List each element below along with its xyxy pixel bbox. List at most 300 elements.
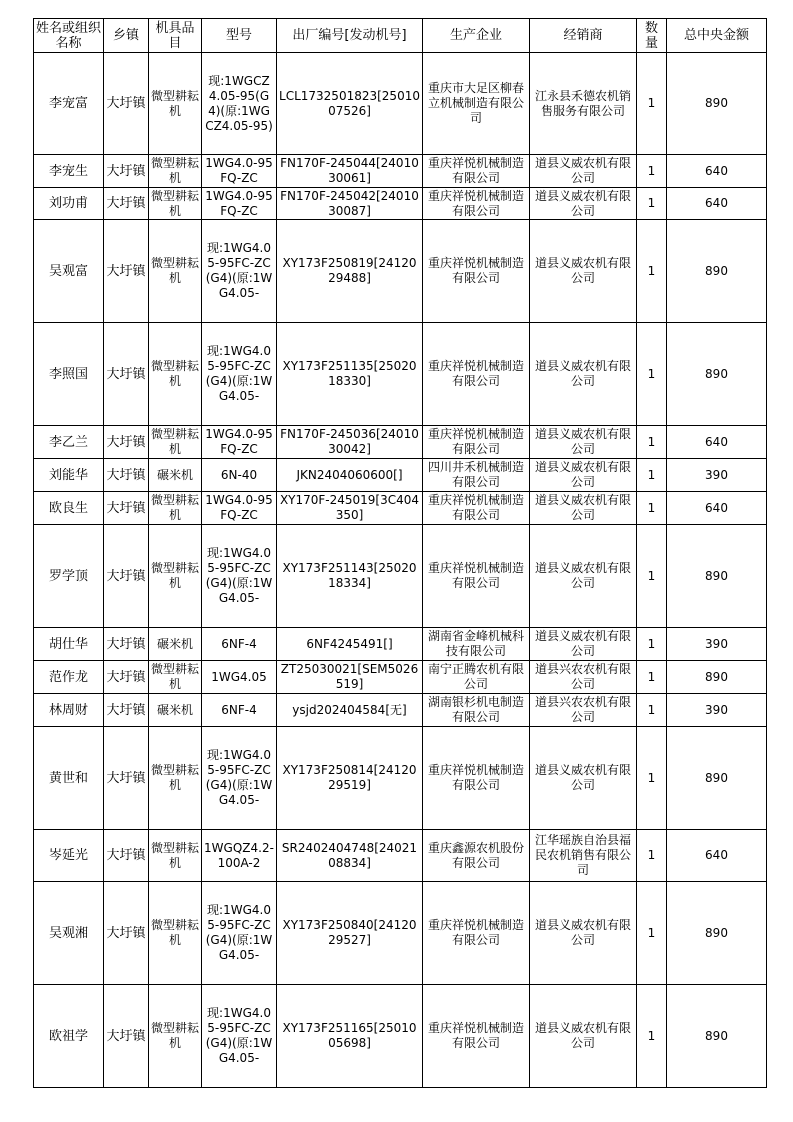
cell-type xyxy=(149,661,202,694)
cell-text: 1WG4.0-95FQ-ZC xyxy=(205,188,273,218)
cell-maker xyxy=(423,694,530,727)
cell-qty xyxy=(637,985,667,1088)
cell-town xyxy=(104,459,149,492)
cell-qty xyxy=(637,830,667,882)
cell-type xyxy=(149,882,202,985)
column-header: 生产企业 xyxy=(423,19,530,53)
cell-text: 现:1WG4.05-95FC-ZC(G4)(原:1WG4.05- xyxy=(205,748,273,807)
cell-town xyxy=(104,661,149,694)
cell-serial xyxy=(277,830,423,882)
cell-model xyxy=(202,525,277,628)
cell-text: 道县义威农机有限公司 xyxy=(534,156,631,185)
cell-model xyxy=(202,459,277,492)
cell-text: 重庆祥悦机械制造有限公司 xyxy=(427,256,524,285)
cell-text: XY173F251135[2502018330] xyxy=(282,359,417,388)
cell-name xyxy=(34,459,104,492)
cell-town xyxy=(104,882,149,985)
cell-text: 道县义威农机有限公司 xyxy=(534,629,631,658)
cell-text: XY173F251143[2502018334] xyxy=(282,561,417,590)
cell-text: 大圩镇 xyxy=(106,196,146,211)
table-row xyxy=(34,882,767,985)
cell-text: 1 xyxy=(647,568,656,583)
table-row xyxy=(34,830,767,882)
cell-maker xyxy=(423,492,530,525)
cell-text: 现:1WG4.05-95FC-ZC(G4)(原:1WG4.05- xyxy=(205,241,273,300)
cell-text: 重庆祥悦机械制造有限公司 xyxy=(427,918,524,947)
cell-name xyxy=(34,628,104,661)
cell-text: 1 xyxy=(647,163,656,178)
cell-qty xyxy=(637,727,667,830)
cell-qty xyxy=(637,459,667,492)
column-header: 乡镇 xyxy=(104,19,149,53)
cell-text: 道县兴农农机有限公司 xyxy=(534,695,631,724)
cell-serial xyxy=(277,628,423,661)
cell-text: 1 xyxy=(647,500,656,515)
cell-text: 四川井禾机械制造有限公司 xyxy=(427,460,524,489)
cell-seller xyxy=(530,323,637,426)
cell-text: 欧良生 xyxy=(48,500,88,516)
cell-type xyxy=(149,220,202,323)
cell-name xyxy=(34,53,104,155)
cell-qty xyxy=(637,188,667,220)
cell-text: 重庆祥悦机械制造有限公司 xyxy=(427,1021,524,1050)
cell-amount xyxy=(667,323,767,426)
cell-seller xyxy=(530,525,637,628)
cell-qty xyxy=(637,628,667,661)
cell-amount xyxy=(667,882,767,985)
cell-text: 640 xyxy=(705,163,728,178)
cell-town xyxy=(104,694,149,727)
cell-text: 1 xyxy=(647,848,656,862)
cell-serial xyxy=(277,459,423,492)
cell-model xyxy=(202,830,277,882)
cell-serial xyxy=(277,985,423,1088)
cell-text: 范作龙 xyxy=(48,669,88,685)
cell-serial xyxy=(277,661,423,694)
cell-qty xyxy=(637,694,667,727)
cell-town xyxy=(104,525,149,628)
cell-town xyxy=(104,53,149,155)
table-row xyxy=(34,985,767,1088)
cell-type xyxy=(149,830,202,882)
cell-model xyxy=(202,882,277,985)
cell-type xyxy=(149,694,202,727)
cell-seller xyxy=(530,727,637,830)
cell-text: 南宁正腾农机有限公司 xyxy=(427,662,524,691)
cell-text: XY173F251165[2501005698] xyxy=(282,1021,417,1050)
cell-text: 大圩镇 xyxy=(106,568,146,584)
cell-text: 重庆祥悦机械制造有限公司 xyxy=(427,359,524,388)
column-header: 数量 xyxy=(637,19,667,53)
cell-maker xyxy=(423,985,530,1088)
cell-town xyxy=(104,155,149,188)
cell-seller xyxy=(530,155,637,188)
cell-text: 大圩镇 xyxy=(106,702,146,718)
cell-text: 现:1WGCZ4.05-95(G4)(原:1WGCZ4.05-95) xyxy=(205,73,273,133)
table-row xyxy=(34,220,767,323)
cell-seller xyxy=(530,830,637,882)
cell-text: 微型耕耘机 xyxy=(151,918,199,947)
cell-text: 微型耕耘机 xyxy=(151,427,199,456)
cell-text: 李宠富 xyxy=(48,96,88,111)
cell-amount xyxy=(667,727,767,830)
cell-model xyxy=(202,727,277,830)
cell-text: 微型耕耘机 xyxy=(151,561,199,590)
cell-text: LCL1732501823[2501007526] xyxy=(279,88,420,118)
cell-seller xyxy=(530,985,637,1088)
cell-maker xyxy=(423,426,530,459)
cell-text: FN170F-245036[2401030042] xyxy=(280,427,419,456)
cell-serial xyxy=(277,492,423,525)
cell-name xyxy=(34,155,104,188)
cell-text: 李乙兰 xyxy=(48,434,88,450)
cell-maker xyxy=(423,459,530,492)
cell-town xyxy=(104,727,149,830)
cell-text: 890 xyxy=(705,366,728,381)
column-header: 姓名或组织名称 xyxy=(34,19,104,53)
cell-text: 道县义威农机有限公司 xyxy=(534,460,631,489)
cell-qty xyxy=(637,492,667,525)
cell-text: 大圩镇 xyxy=(106,925,146,941)
cell-maker xyxy=(423,188,530,220)
cell-text: 大圩镇 xyxy=(106,1028,146,1044)
cell-text: 890 xyxy=(705,669,728,684)
cell-maker xyxy=(423,628,530,661)
cell-text: 李宠生 xyxy=(48,163,88,179)
cell-text: 现:1WG4.05-95FC-ZC(G4)(原:1WG4.05- xyxy=(205,903,273,962)
cell-text: 1 xyxy=(647,467,656,482)
cell-model xyxy=(202,188,277,220)
cell-name xyxy=(34,985,104,1088)
cell-seller xyxy=(530,188,637,220)
cell-type xyxy=(149,727,202,830)
cell-model xyxy=(202,155,277,188)
cell-maker xyxy=(423,323,530,426)
cell-serial xyxy=(277,323,423,426)
cell-amount xyxy=(667,220,767,323)
cell-qty xyxy=(637,882,667,985)
cell-qty xyxy=(637,155,667,188)
cell-text: 1 xyxy=(647,434,656,449)
cell-text: 640 xyxy=(705,500,728,515)
cell-text: 重庆市大足区柳春立机械制造有限公司 xyxy=(427,81,524,125)
cell-model xyxy=(202,426,277,459)
cell-serial xyxy=(277,155,423,188)
cell-text: 6NF-4 xyxy=(221,636,257,651)
cell-text: 1 xyxy=(647,669,656,684)
cell-text: 1 xyxy=(647,925,656,940)
cell-town xyxy=(104,492,149,525)
cell-name xyxy=(34,220,104,323)
cell-text: 微型耕耘机 xyxy=(151,493,199,522)
cell-model xyxy=(202,661,277,694)
cell-text: ZT25030021[SEM5026519] xyxy=(280,662,419,691)
cell-name xyxy=(34,661,104,694)
cell-town xyxy=(104,323,149,426)
cell-text: 刘功甫 xyxy=(48,196,88,211)
cell-text: 6NF-4 xyxy=(221,702,257,717)
table-row xyxy=(34,661,767,694)
cell-qty xyxy=(637,220,667,323)
cell-text: 890 xyxy=(705,568,728,583)
cell-type xyxy=(149,525,202,628)
cell-maker xyxy=(423,882,530,985)
cell-text: 吴观富 xyxy=(48,263,88,279)
cell-name xyxy=(34,525,104,628)
cell-name xyxy=(34,694,104,727)
cell-qty xyxy=(637,661,667,694)
cell-text: 640 xyxy=(705,848,728,862)
cell-text: 890 xyxy=(705,770,728,785)
cell-text: 大圩镇 xyxy=(106,366,146,382)
cell-text: 640 xyxy=(705,196,728,210)
cell-text: 道县义威农机有限公司 xyxy=(534,918,631,947)
cell-seller xyxy=(530,492,637,525)
cell-model xyxy=(202,985,277,1088)
cell-serial xyxy=(277,882,423,985)
cell-type xyxy=(149,188,202,220)
header-row xyxy=(34,19,767,53)
cell-text: 6NF4245491[] xyxy=(306,636,393,651)
cell-text: 道县义威农机有限公司 xyxy=(534,493,631,522)
cell-text: 罗学顶 xyxy=(48,568,88,584)
cell-text: 微型耕耘机 xyxy=(151,156,199,185)
table-row xyxy=(34,459,767,492)
cell-text: 重庆祥悦机械制造有限公司 xyxy=(427,156,524,185)
cell-maker xyxy=(423,727,530,830)
cell-text: 1WGQZ4.2-100A-2 xyxy=(204,840,274,870)
cell-text: 1 xyxy=(647,702,656,717)
cell-text: 大圩镇 xyxy=(106,163,146,179)
cell-text: 道县义威农机有限公司 xyxy=(534,763,631,792)
cell-text: XY170F-245019[3C404350] xyxy=(279,493,420,522)
cell-text: 吴观湘 xyxy=(48,925,88,941)
table-row xyxy=(34,53,767,155)
cell-serial xyxy=(277,53,423,155)
cell-serial xyxy=(277,525,423,628)
cell-text: 微型耕耘机 xyxy=(151,840,199,870)
cell-amount xyxy=(667,628,767,661)
cell-text: 390 xyxy=(705,636,728,651)
cell-text: 大圩镇 xyxy=(106,636,146,652)
cell-seller xyxy=(530,628,637,661)
cell-text: 现:1WG4.05-95FC-ZC(G4)(原:1WG4.05- xyxy=(205,1006,273,1065)
cell-town xyxy=(104,188,149,220)
cell-text: 湖南省金峰机械科技有限公司 xyxy=(427,629,524,658)
cell-name xyxy=(34,188,104,220)
cell-text: 微型耕耘机 xyxy=(151,256,199,285)
cell-text: 刘能华 xyxy=(48,467,88,483)
cell-text: 6N-40 xyxy=(220,467,258,482)
cell-text: 微型耕耘机 xyxy=(151,1021,199,1050)
cell-text: JKN2404060600[] xyxy=(296,467,403,482)
cell-text: XY173F250819[2412029488] xyxy=(282,256,417,285)
cell-type xyxy=(149,426,202,459)
cell-text: 道县兴农农机有限公司 xyxy=(534,662,631,691)
cell-text: 1 xyxy=(647,636,656,651)
cell-text: 重庆祥悦机械制造有限公司 xyxy=(427,493,524,522)
cell-amount xyxy=(667,525,767,628)
cell-model xyxy=(202,628,277,661)
cell-text: 碾米机 xyxy=(156,467,193,482)
cell-text: 重庆祥悦机械制造有限公司 xyxy=(427,188,524,218)
cell-name xyxy=(34,492,104,525)
table-row xyxy=(34,426,767,459)
cell-text: 道县义威农机有限公司 xyxy=(534,561,631,590)
table-row xyxy=(34,727,767,830)
cell-text: 道县义威农机有限公司 xyxy=(534,188,631,218)
cell-text: 碾米机 xyxy=(156,636,193,651)
cell-text: 大圩镇 xyxy=(106,770,146,786)
cell-seller xyxy=(530,426,637,459)
column-header: 经销商 xyxy=(530,19,637,53)
cell-seller xyxy=(530,661,637,694)
table-row xyxy=(34,525,767,628)
cell-text: 1 xyxy=(647,1028,656,1043)
cell-maker xyxy=(423,155,530,188)
cell-text: 现:1WG4.05-95FC-ZC(G4)(原:1WG4.05- xyxy=(205,546,273,605)
cell-serial xyxy=(277,426,423,459)
cell-amount xyxy=(667,459,767,492)
cell-qty xyxy=(637,525,667,628)
cell-text: 1 xyxy=(647,366,656,381)
cell-name xyxy=(34,830,104,882)
cell-name xyxy=(34,426,104,459)
cell-seller xyxy=(530,694,637,727)
cell-qty xyxy=(637,53,667,155)
cell-serial xyxy=(277,220,423,323)
cell-text: 1WG4.05 xyxy=(211,669,267,684)
table-row xyxy=(34,492,767,525)
cell-text: 微型耕耘机 xyxy=(151,359,199,388)
cell-type xyxy=(149,628,202,661)
cell-text: 1 xyxy=(647,96,656,110)
cell-amount xyxy=(667,830,767,882)
cell-text: 胡仕华 xyxy=(48,636,88,652)
cell-town xyxy=(104,628,149,661)
cell-text: 道县义威农机有限公司 xyxy=(534,359,631,388)
cell-text: 湖南银杉机电制造有限公司 xyxy=(427,695,524,724)
cell-name xyxy=(34,323,104,426)
cell-text: 道县义威农机有限公司 xyxy=(534,1021,631,1050)
cell-seller xyxy=(530,220,637,323)
cell-text: 碾米机 xyxy=(156,702,193,717)
cell-text: FN170F-245044[2401030061] xyxy=(280,156,419,185)
cell-serial xyxy=(277,727,423,830)
cell-amount xyxy=(667,53,767,155)
cell-text: 1WG4.0-95FQ-ZC xyxy=(205,493,273,522)
cell-text: 1WG4.0-95FQ-ZC xyxy=(205,156,273,185)
cell-type xyxy=(149,492,202,525)
cell-maker xyxy=(423,525,530,628)
cell-amount xyxy=(667,155,767,188)
cell-amount xyxy=(667,426,767,459)
cell-serial xyxy=(277,188,423,220)
cell-text: 890 xyxy=(705,263,728,278)
column-header: 型号 xyxy=(202,19,277,53)
cell-amount xyxy=(667,661,767,694)
cell-text: ysjd202404584[无] xyxy=(292,702,407,717)
cell-model xyxy=(202,53,277,155)
cell-text: 李照国 xyxy=(48,366,88,382)
cell-maker xyxy=(423,53,530,155)
cell-type xyxy=(149,323,202,426)
cell-text: 640 xyxy=(705,434,728,449)
cell-town xyxy=(104,426,149,459)
table-row xyxy=(34,694,767,727)
cell-text: FN170F-245042[2401030087] xyxy=(280,188,419,218)
cell-town xyxy=(104,985,149,1088)
cell-text: 微型耕耘机 xyxy=(151,88,199,118)
column-header: 出厂编号[发动机号] xyxy=(277,19,423,53)
table-row xyxy=(34,155,767,188)
cell-text: 390 xyxy=(705,467,728,482)
cell-qty xyxy=(637,323,667,426)
table-row xyxy=(34,628,767,661)
cell-qty xyxy=(637,426,667,459)
cell-text: 大圩镇 xyxy=(106,848,146,863)
cell-text: 大圩镇 xyxy=(106,500,146,516)
cell-text: XY173F250840[2412029527] xyxy=(282,918,417,947)
cell-type xyxy=(149,985,202,1088)
cell-model xyxy=(202,323,277,426)
cell-town xyxy=(104,220,149,323)
cell-model xyxy=(202,492,277,525)
cell-text: 微型耕耘机 xyxy=(151,188,199,218)
cell-text: 微型耕耘机 xyxy=(151,662,199,691)
cell-text: 江华瑶族自治县福民农机销售有限公司 xyxy=(534,833,631,877)
cell-text: 欧祖学 xyxy=(48,1028,88,1044)
cell-seller xyxy=(530,53,637,155)
cell-serial xyxy=(277,694,423,727)
cell-text: 大圩镇 xyxy=(106,96,146,111)
cell-type xyxy=(149,459,202,492)
cell-text: 江永县禾德农机销售服务有限公司 xyxy=(534,88,631,118)
cell-text: 林周财 xyxy=(48,702,88,718)
cell-text: 黄世和 xyxy=(48,770,88,786)
cell-text: SR2402404748[2402108834] xyxy=(281,840,418,870)
cell-text: 道县义威农机有限公司 xyxy=(534,427,631,456)
cell-text: 1 xyxy=(647,263,656,278)
cell-name xyxy=(34,727,104,830)
column-header: 总中央金额 xyxy=(667,19,767,53)
cell-text: 890 xyxy=(705,1028,728,1043)
cell-text: 岑延光 xyxy=(48,848,88,863)
cell-seller xyxy=(530,459,637,492)
cell-amount xyxy=(667,188,767,220)
cell-text: 大圩镇 xyxy=(106,434,146,450)
cell-text: 1WG4.0-95FQ-ZC xyxy=(205,427,273,456)
cell-text: 大圩镇 xyxy=(106,669,146,685)
cell-text: 道县义威农机有限公司 xyxy=(534,256,631,285)
cell-text: 现:1WG4.05-95FC-ZC(G4)(原:1WG4.05- xyxy=(205,344,273,403)
cell-type xyxy=(149,53,202,155)
cell-text: 890 xyxy=(705,925,728,940)
table-row xyxy=(34,188,767,220)
subsidy-table xyxy=(33,18,767,1088)
table-row xyxy=(34,323,767,426)
cell-text: 重庆鑫源农机股份有限公司 xyxy=(427,840,524,870)
cell-name xyxy=(34,882,104,985)
cell-seller xyxy=(530,882,637,985)
cell-text: 大圩镇 xyxy=(106,263,146,279)
cell-type xyxy=(149,155,202,188)
cell-text: 1 xyxy=(647,196,656,210)
cell-text: 890 xyxy=(705,96,728,110)
cell-text: 重庆祥悦机械制造有限公司 xyxy=(427,763,524,792)
cell-model xyxy=(202,220,277,323)
cell-maker xyxy=(423,830,530,882)
